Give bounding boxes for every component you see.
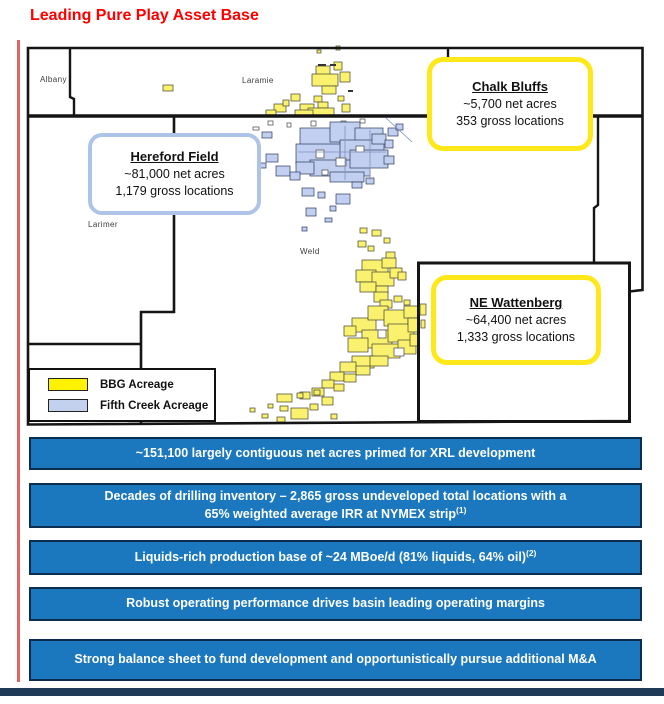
banner-net-acres bbox=[29, 437, 642, 470]
callout-title: Hereford Field bbox=[130, 149, 219, 165]
albany-county-line bbox=[70, 48, 74, 115]
legend-label: Fifth Creek Acreage bbox=[100, 399, 209, 412]
weld-east-line bbox=[594, 117, 598, 263]
banner-drilling-inventory bbox=[29, 483, 642, 528]
legend-item-fifth-creek bbox=[48, 399, 214, 412]
banner-text: Strong balance sheet to fund development and opportunistically pursue additional M&A bbox=[74, 652, 597, 667]
footer-bar bbox=[0, 688, 664, 696]
callout-hereford-field bbox=[88, 133, 261, 215]
footnote-marker: (1) bbox=[456, 504, 467, 515]
bbg-acreage-ne-wattenberg bbox=[250, 228, 420, 422]
callout-locations: 1,333 gross locations bbox=[456, 329, 576, 344]
callout-title: Chalk Bluffs bbox=[472, 79, 548, 95]
county-label-laramie: Laramie bbox=[242, 76, 274, 85]
county-label-albany: Albany bbox=[40, 75, 67, 84]
callout-chalk-bluffs bbox=[427, 57, 593, 151]
callout-locations: 1,179 gross locations bbox=[115, 183, 234, 198]
callout-locations: 353 gross locations bbox=[456, 113, 564, 128]
fifth-creek-acreage-swatch-icon bbox=[48, 399, 88, 412]
page-title: Leading Pure Play Asset Base bbox=[30, 7, 259, 24]
legend-label: BBG Acreage bbox=[100, 378, 174, 391]
callout-acres: ~64,400 net acres bbox=[465, 313, 567, 328]
bbg-acreage-swatch-icon bbox=[48, 378, 88, 391]
banner-text: Liquids-rich production base of ~24 MBoe/d (81% liquids, 64% oil)$^{(2)}$ bbox=[134, 547, 537, 564]
callout-acres: ~5,700 net acres bbox=[463, 97, 557, 112]
callout-acres: ~81,000 net acres bbox=[124, 167, 225, 182]
banner-text: ~151,100 largely contiguous net acres primed for XRL development bbox=[135, 445, 536, 460]
footnote-marker: (2) bbox=[525, 547, 537, 558]
map-legend bbox=[28, 368, 216, 422]
county-label-weld: Weld bbox=[300, 247, 320, 256]
legend-item-bbg bbox=[48, 378, 214, 391]
banner-operating-performance bbox=[29, 587, 642, 621]
county-label-larimer: Larimer bbox=[88, 220, 118, 229]
fifth-creek-acreage bbox=[250, 122, 403, 231]
banner-text: Robust operating performance drives basin leading operating margins bbox=[126, 596, 545, 611]
banner-balance-sheet bbox=[29, 639, 642, 681]
callout-title: NE Wattenberg bbox=[469, 295, 563, 311]
banner-text-line1: Decades of drilling inventory – 2,865 gross undeveloped total locations with a bbox=[104, 489, 567, 503]
banner-production-base bbox=[29, 540, 642, 575]
callout-ne-wattenberg bbox=[431, 275, 601, 365]
banner-text-line2: 65% weighted average IRR at NYMEX strip$^{(1)}$ bbox=[204, 504, 467, 521]
